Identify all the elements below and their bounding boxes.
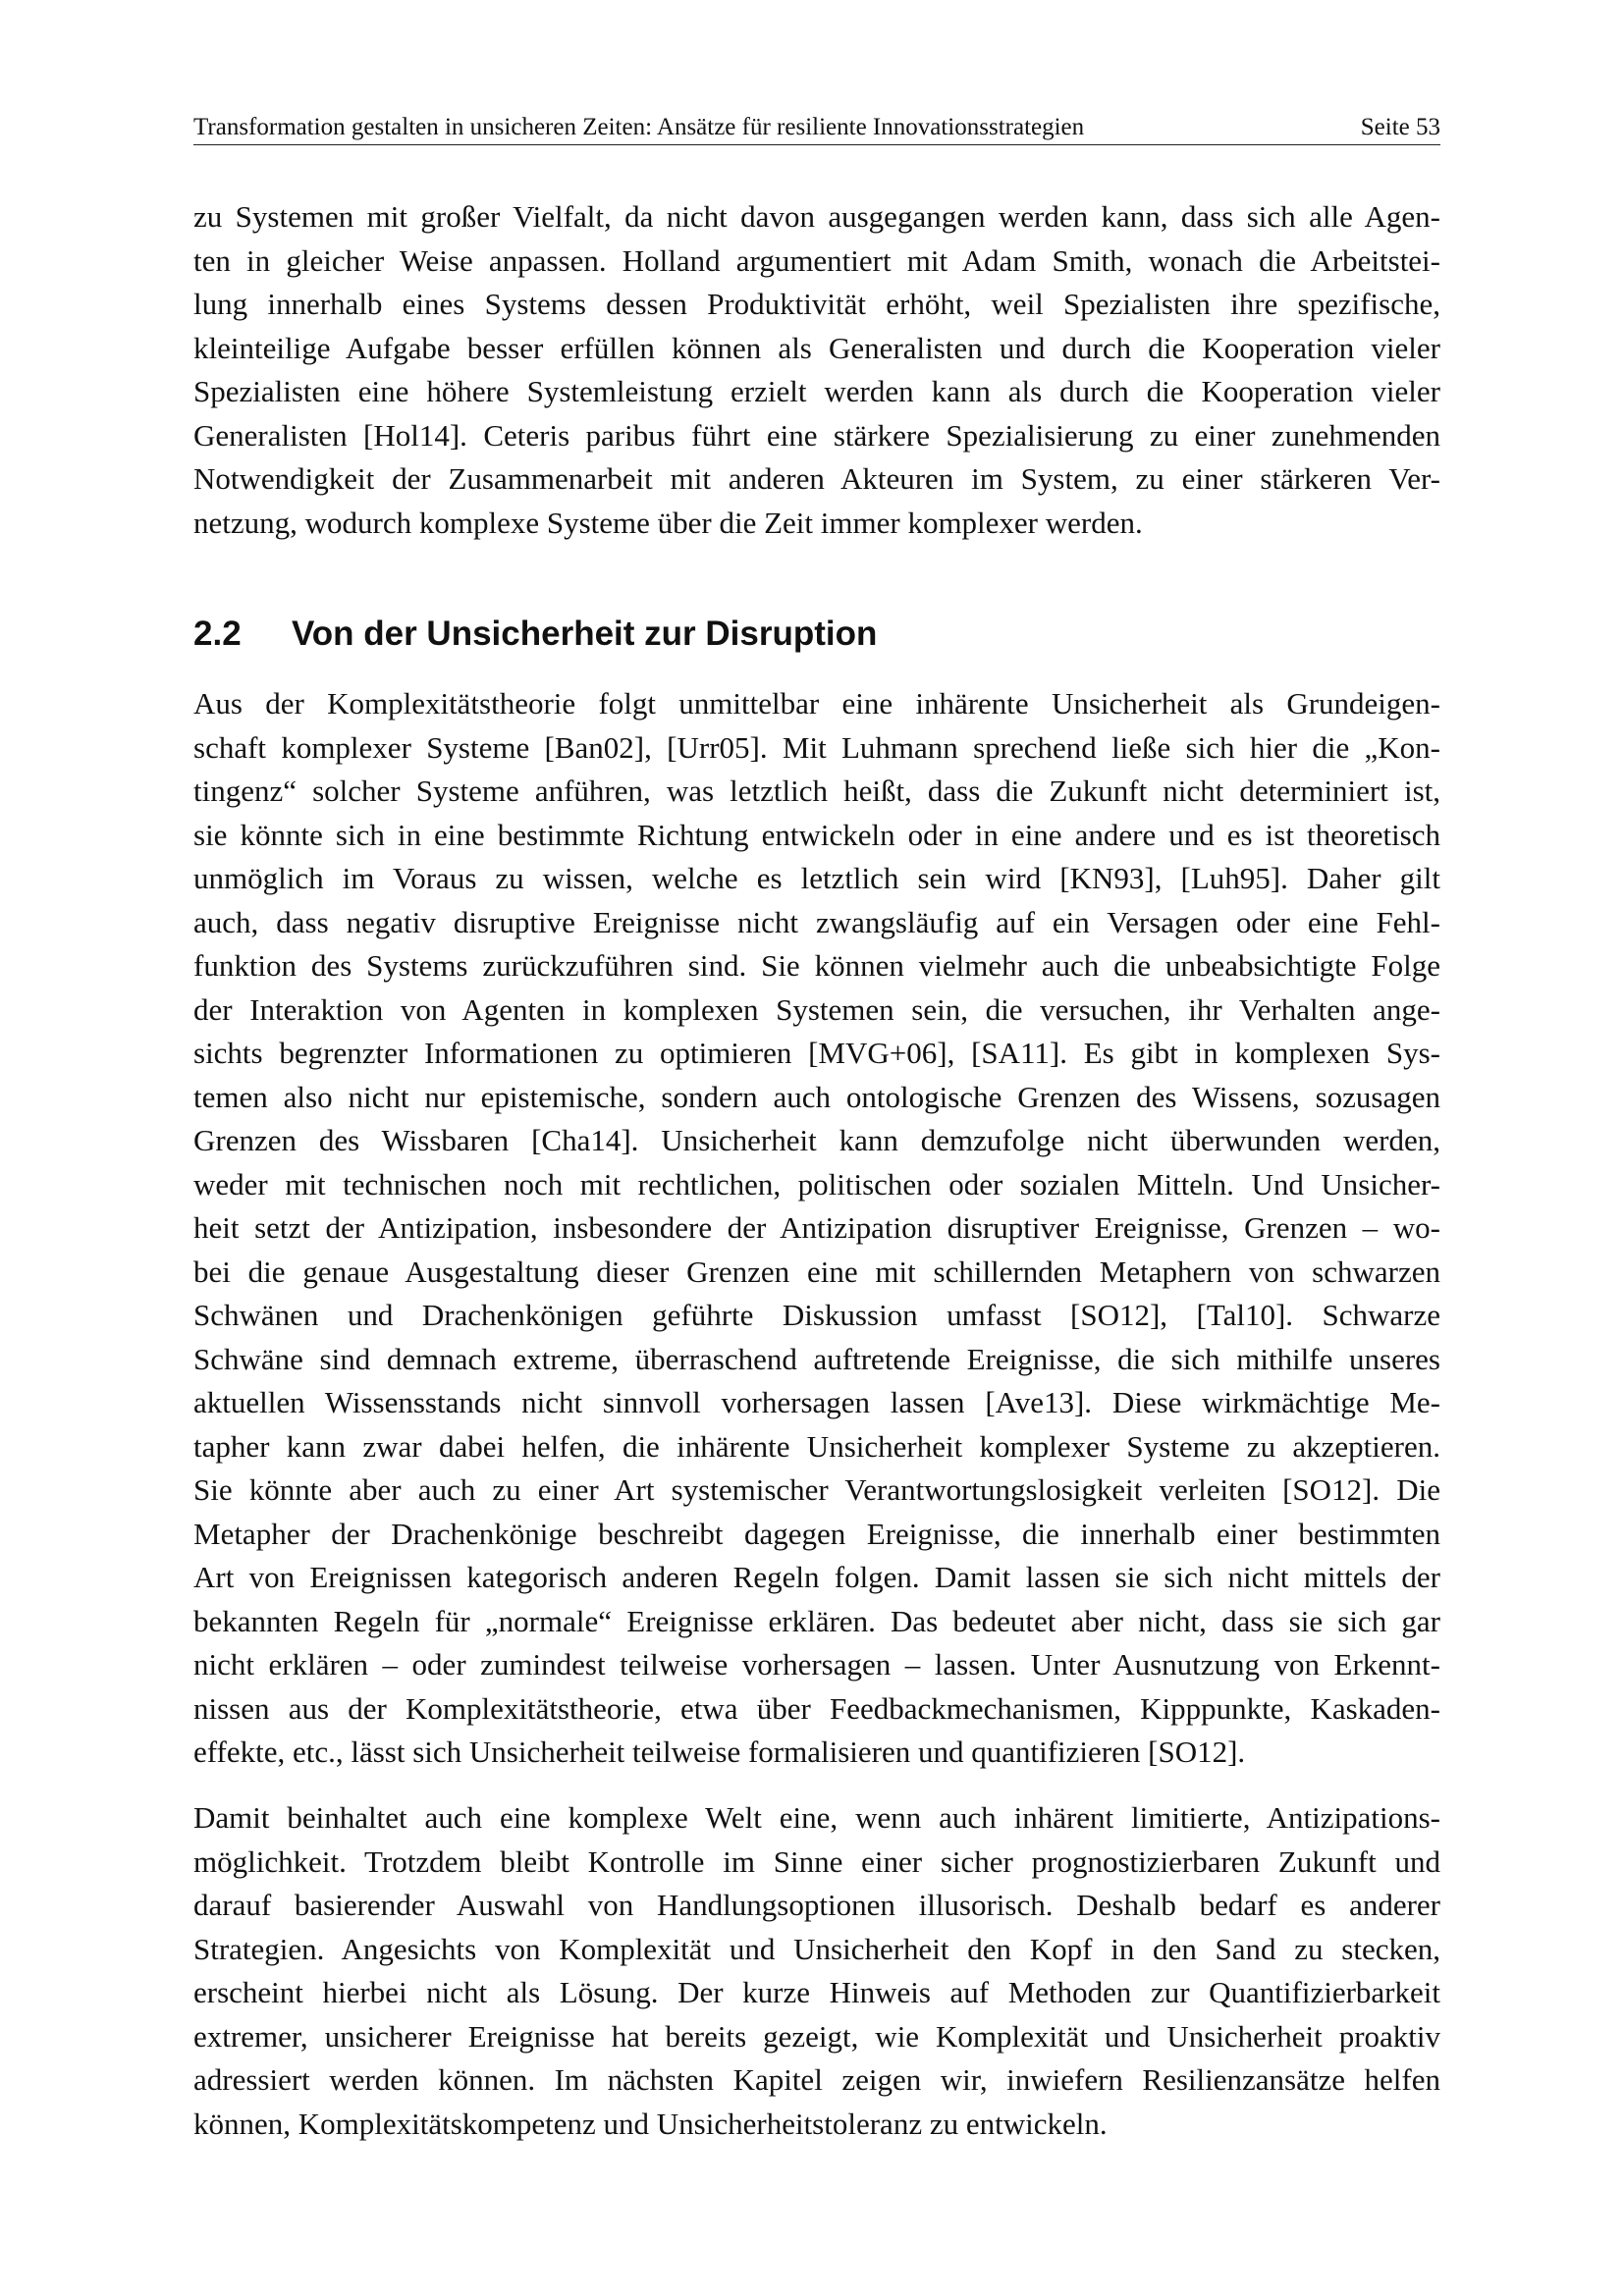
text-line: tingenz“ solcher Systeme anführen, was letztlich heißt, dass die Zukunft nicht determiniert ist, (193, 774, 1440, 808)
text-line: nicht erklären – oder zumindest teilweise vorhersagen – lassen. Unter Ausnutzung von Erkennt- (193, 1647, 1440, 1682)
text-line: Generalisten [Hol14]. Ceteris paribus führt eine stärkere Spezialisierung zu einer zunehmenden (193, 417, 1440, 453)
text-line: heit setzt der Antizipation, insbesondere der Antizipation disruptiver Ereignisse, Grenzen – wo- (193, 1210, 1440, 1245)
text-line: Schwäne sind demnach extreme, überraschend auftretende Ereignisse, die sich mithilfe unseres (193, 1341, 1440, 1376)
text-line: auch, dass negativ disruptive Ereignisse nicht zwangsläufig auf ein Versagen oder eine Fehl- (193, 904, 1440, 939)
text-line: kleinteilige Aufgabe besser erfüllen können als Generalisten und durch die Kooperation vieler (193, 330, 1440, 365)
text-line: tapher kann zwar dabei helfen, die inhärente Unsicherheit komplexer Systeme zu akzeptieren. (193, 1428, 1440, 1464)
text-line: netzung, wodurch komplexe Systeme über die Zeit immer komplexer werden. (193, 505, 1143, 540)
text-line: der Interaktion von Agenten in komplexen Systemen sein, die versuchen, ihr Verhalten ange- (193, 991, 1440, 1027)
text-line: bei die genaue Ausgestaltung dieser Grenzen eine mit schillernden Metaphern von schwarzen (193, 1254, 1440, 1289)
page-number: Seite 53 (1360, 114, 1440, 140)
paragraph-3 (193, 1796, 1440, 2146)
text-line: temen also nicht nur epistemische, sondern auch ontologische Grenzen des Wissens, sozusagen (193, 1079, 1440, 1114)
text-line: sichts begrenzter Informationen zu optimieren [MVG+06], [SA11]. Es gibt in komplexen Sys- (193, 1036, 1440, 1070)
text-line: Spezialisten eine höhere Systemleistung erzielt werden kann als durch die Kooperation vieler (193, 374, 1440, 408)
text-line: Grenzen des Wissbaren [Cha14]. Unsicherheit kann demzufolge nicht überwunden werden, (193, 1123, 1440, 1157)
text-line: Aus der Komplexitätstheorie folgt unmittelbar eine inhärente Unsicherheit als Grundeigen- (193, 686, 1440, 721)
text-line: Sie könnte aber auch zu einer Art systemischer Verantwortungslosigkeit verleiten [SO12]. Die (193, 1472, 1440, 1507)
text-line: funktion des Systems zurückzuführen sind. Sie können vielmehr auch die unbeabsichtigte Folge (193, 948, 1440, 983)
text-line: möglichkeit. Trotzdem bleibt Kontrolle im Sinne einer sicher prognostizierbaren Zukunft und (193, 1843, 1440, 1879)
running-header-title: Transformation gestalten in unsicheren Zeiten: Ansätze für resiliente Innovationsstrategien (193, 114, 1085, 140)
text-line: lung innerhalb eines Systems dessen Produktivität erhöht, weil Spezialisten ihre spezifische, (193, 287, 1440, 321)
text-line: sie könnte sich in eine bestimmte Richtung entwickeln oder in eine andere und es ist theoretisch (193, 817, 1440, 852)
text-line: Notwendigkeit der Zusammenarbeit mit anderen Akteuren im System, zu einer stärkeren Ver- (193, 461, 1440, 496)
text-line: können, Komplexitätskompetenz und Unsicherheitstoleranz zu entwickeln. (193, 2106, 1108, 2141)
section-number: 2.2 (193, 614, 242, 653)
text-line: weder mit technischen noch mit rechtlichen, politischen oder sozialen Mitteln. Und Unsicher- (193, 1166, 1440, 1201)
text-line: zu Systemen mit großer Vielfalt, da nicht davon ausgegangen werden kann, dass sich alle Agen- (193, 199, 1440, 234)
text-line: effekte, etc., lässt sich Unsicherheit teilweise formalisieren und quantifizieren [SO12]. (193, 1735, 1246, 1769)
text-line: unmöglich im Voraus zu wissen, welche es letztlich sein wird [KN93], [Luh95]. Daher gilt (193, 861, 1440, 895)
text-line: aktuellen Wissensstands nicht sinnvoll vorhersagen lassen [Ave13]. Diese wirkmächtige Me- (193, 1385, 1440, 1419)
text-line: darauf basierender Auswahl von Handlungsoptionen illusorisch. Deshalb bedarf es anderer (193, 1888, 1440, 1922)
text-line: bekannten Regeln für „normale“ Ereignisse erklären. Das bedeutet aber nicht, dass sie sich gar (193, 1603, 1440, 1638)
text-line: ten in gleicher Weise anpassen. Holland argumentiert mit Adam Smith, wonach die Arbeitstei- (193, 242, 1440, 278)
section-heading (193, 611, 1440, 658)
running-header (193, 111, 1440, 145)
text-line: erscheint hierbei nicht als Lösung. Der kurze Hinweis auf Methoden zur Quantifizierbarkeit (193, 1975, 1440, 2009)
text-line: schaft komplexer Systeme [Ban02], [Urr05]. Mit Luhmann sprechend ließe sich hier die „Kon- (193, 729, 1440, 765)
text-line: nissen aus der Komplexitätstheorie, etwa über Feedbackmechanismen, Kipppunkte, Kaskaden- (193, 1690, 1440, 1726)
text-line: extremer, unsicherer Ereignisse hat bereits gezeigt, wie Komplexität und Unsicherheit proaktiv (193, 2018, 1440, 2054)
text-line: Schwänen und Drachenkönigen geführte Diskussion umfasst [SO12], [Tal10]. Schwarze (193, 1298, 1440, 1332)
text-line: Metapher der Drachenkönige beschreibt dagegen Ereignisse, die innerhalb einer bestimmten (193, 1516, 1440, 1551)
text-line: Strategien. Angesichts von Komplexität und Unsicherheit den Kopf in den Sand zu stecken, (193, 1931, 1440, 1966)
paragraph-1 (193, 195, 1440, 545)
text-line: Art von Ereignissen kategorisch anderen Regeln folgen. Damit lassen sie sich nicht mittels der (193, 1560, 1440, 1594)
section-title: Von der Unsicherheit zur Disruption (292, 614, 878, 653)
text-line: adressiert werden können. Im nächsten Kapitel zeigen wir, inwiefern Resilienzansätze helfen (193, 2062, 1440, 2097)
text-line: Damit beinhaltet auch eine komplexe Welt eine, wenn auch inhärent limitierte, Antizipations- (193, 1800, 1440, 1835)
paragraph-2 (193, 682, 1440, 1775)
